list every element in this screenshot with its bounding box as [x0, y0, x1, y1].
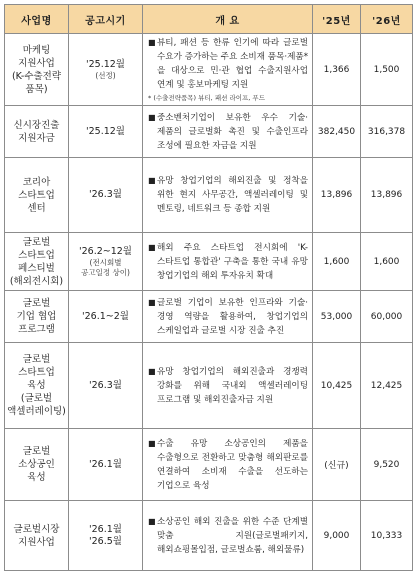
- announcement-timing: [69, 501, 143, 571]
- budget-2026: 9,520: [361, 429, 413, 501]
- overview-text: 소상공인 해외 진출을 위한 수준 단계별 맞춤 지원(글로벌패키지, 해외쇼핑몰입점, 글로벌쇼룸, 해외물류): [157, 516, 308, 555]
- budget-2025: 9,000: [313, 501, 361, 571]
- program-budget-table: [4, 4, 413, 571]
- table-row: [5, 158, 413, 233]
- overview-text: 뷰티, 패션 등 한류 인기에 따라 글로벌 수요가 증가하는 주요 소비재 품목·제품*을 대상으로 민·관 협업 수출지원사업 연계 및 홍보마케팅 지원: [157, 38, 308, 90]
- program-name: 글로벌 소상공인 육성: [5, 429, 69, 501]
- program-overview: [143, 291, 313, 343]
- overview-bullet: [148, 296, 308, 338]
- overview-bullet: [148, 36, 308, 92]
- overview-bullet: [148, 437, 308, 493]
- announcement-timing: [69, 233, 143, 291]
- table-header-row: [5, 5, 413, 34]
- budget-2025: 10,425: [313, 343, 361, 429]
- square-bullet-icon: ■: [148, 38, 156, 47]
- announcement-timing: [69, 158, 143, 233]
- overview-bullet: [148, 174, 308, 216]
- square-bullet-icon: ■: [148, 242, 156, 252]
- table-row: [5, 106, 413, 158]
- announcement-timing: [69, 429, 143, 501]
- table-row: [5, 34, 413, 106]
- program-name: 글로벌 기업 협업 프로그램: [5, 291, 69, 343]
- table-row: [5, 233, 413, 291]
- timing-text: '26.2~12월: [79, 245, 132, 257]
- budget-2025: 382,450: [313, 106, 361, 158]
- table-row: [5, 291, 413, 343]
- program-overview: [143, 429, 313, 501]
- budget-2025: 13,896: [313, 158, 361, 233]
- budget-2026: 12,425: [361, 343, 413, 429]
- square-bullet-icon: ■: [148, 366, 156, 376]
- program-overview: [143, 343, 313, 429]
- overview-text: 유망 창업기업의 해외진출 및 정착을 위한 현지 사무공간, 액셀러레이팅 및 멘토링, 네트워크 등 종합 지원: [157, 176, 308, 214]
- overview-text: 중소벤처기업이 보유한 우수 기술·제품의 글로벌화 촉진 및 수출인프라 조성에 필요한 자금을 지원: [157, 112, 308, 151]
- program-overview: [143, 501, 313, 571]
- program-name: 글로벌시장 지원사업: [5, 501, 69, 571]
- announcement-timing: [69, 106, 143, 158]
- square-bullet-icon: ■: [148, 297, 156, 307]
- timing-text: '26.3월: [89, 189, 122, 200]
- overview-bullet: [148, 241, 308, 283]
- program-name: 코리아 스타트업 센터: [5, 158, 69, 233]
- program-name: 마케팅 지원사업 (K-수출전략 품목): [5, 34, 69, 106]
- program-name: 신시장진출 지원자금: [5, 106, 69, 158]
- square-bullet-icon: ■: [148, 112, 156, 122]
- program-overview: [143, 233, 313, 291]
- program-overview: [143, 158, 313, 233]
- overview-footnote: * (수출전략품목) 뷰티, 패션 라이프, 푸드: [148, 94, 265, 102]
- overview-text: 해외 주요 스타트업 전시회에 'K-스타트업 통합관' 구축을 통한 국내 유망 창업기업의 해외 투자유치 확대: [157, 242, 308, 281]
- header-announcement-timing: 공고시기: [69, 5, 143, 34]
- header-program-name: 사업명: [5, 5, 69, 34]
- budget-2025: (신규): [313, 429, 361, 501]
- announcement-timing: [69, 34, 143, 106]
- announcement-timing: [69, 291, 143, 343]
- square-bullet-icon: ■: [148, 176, 156, 185]
- timing-text: '26.1월 '26.5월: [89, 523, 122, 547]
- program-name: 글로벌 스타트업 육성 (글로벌 액셀러레이팅): [5, 343, 69, 429]
- budget-2025: 1,366: [313, 34, 361, 106]
- budget-2026: 60,000: [361, 291, 413, 343]
- timing-note: (전시회별 공고일정 상이): [81, 257, 130, 277]
- budget-2026: 1,500: [361, 34, 413, 106]
- program-overview: [143, 106, 313, 158]
- timing-text: '26.3월: [89, 379, 122, 391]
- header-overview: 개 요: [143, 5, 313, 34]
- table-row: [5, 501, 413, 571]
- table-row: [5, 429, 413, 501]
- announcement-timing: [69, 343, 143, 429]
- program-overview: [143, 34, 313, 106]
- budget-2026: 1,600: [361, 233, 413, 291]
- document-page: [4, 4, 413, 571]
- budget-2026: 10,333: [361, 501, 413, 571]
- header-budget-2026: '26년: [361, 5, 413, 34]
- timing-text: '26.1월: [89, 458, 122, 470]
- overview-bullet: [148, 365, 308, 407]
- budget-2026: 316,378: [361, 106, 413, 158]
- overview-bullet: [148, 515, 308, 557]
- overview-text: 글로벌 기업이 보유한 인프라와 기술·경영 역량을 활용하여, 창업기업의 스케일업과 글로벌 시장 진출 추진: [157, 297, 308, 336]
- timing-text: '25.12월: [86, 125, 125, 137]
- timing-text: '26.1~2월: [82, 310, 129, 322]
- budget-2025: 53,000: [313, 291, 361, 343]
- program-name: 글로벌 스타트업 페스티벌 (해외전시회): [5, 233, 69, 291]
- table-row: [5, 343, 413, 429]
- budget-2025: 1,600: [313, 233, 361, 291]
- overview-text: 수출 유망 소상공인의 제품을 수출형으로 전환하고 맞춤형 해외판로를 연결하여 소비재 수출을 선도하는 기업으로 육성: [157, 438, 308, 491]
- budget-2026: 13,896: [361, 158, 413, 233]
- header-budget-2025: '25년: [313, 5, 361, 34]
- timing-note: (선정): [95, 70, 116, 80]
- overview-bullet: [148, 111, 308, 153]
- overview-text: 유망 창업기업의 해외진출과 경쟁력 강화를 위해 국내외 액셀러레이팅 프로그램 및 해외진출자금 지원: [157, 366, 308, 405]
- square-bullet-icon: ■: [148, 516, 156, 526]
- timing-text: '25.12월: [86, 58, 125, 70]
- square-bullet-icon: ■: [148, 438, 156, 448]
